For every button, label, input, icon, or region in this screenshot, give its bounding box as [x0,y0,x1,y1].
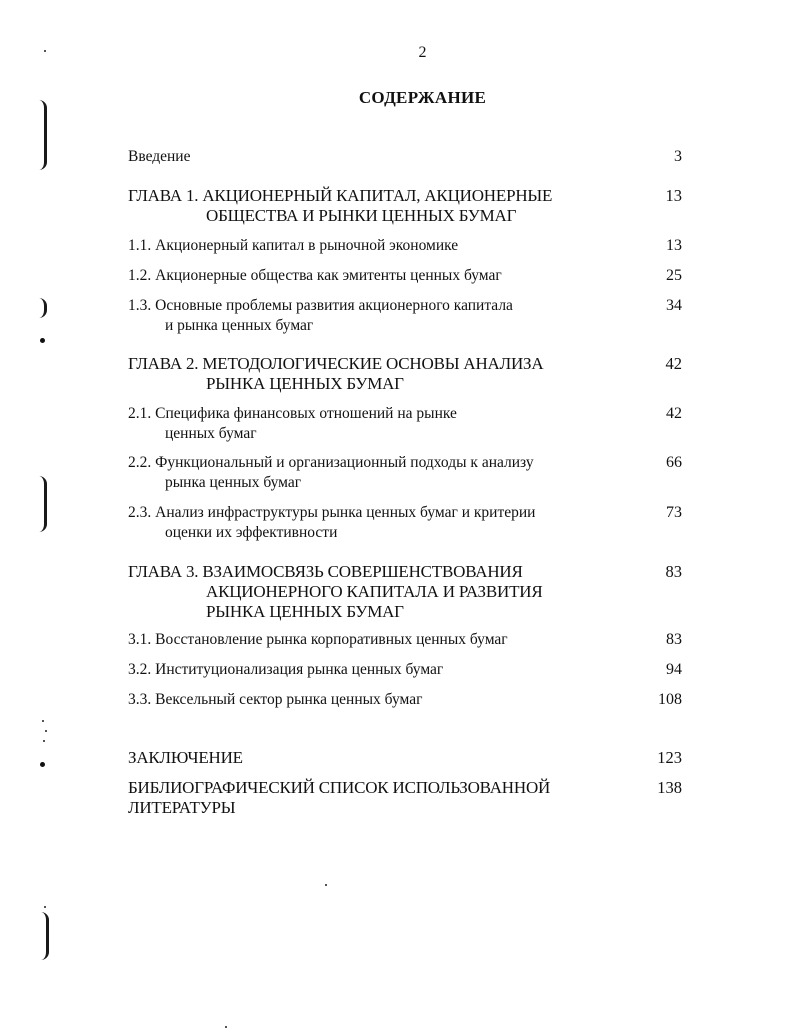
toc-entry-title [128,630,618,650]
toc-entry-line: ОБЩЕСТВА И РЫНКИ ЦЕННЫХ БУМАГ [206,206,517,225]
toc-entry-title [128,266,618,286]
toc-entry-line: 2.3. Анализ инфраструктуры рынка ценных бумаг и критерии [128,504,536,521]
scan-artifact-bracket [38,912,49,960]
toc-page-number: 42 [666,405,682,422]
toc-entry-line: рынка ценных бумаг [165,474,302,491]
toc-entry-line: оценки их эффективности [165,524,338,541]
toc-page-number: 13 [666,237,682,254]
toc-page-number: 94 [666,661,682,678]
toc-page-number: 138 [657,778,682,797]
toc-entry-line: ГЛАВА 3. ВЗАИМОСВЯЗЬ СОВЕРШЕНСТВОВАНИЯ [128,562,523,581]
toc-entry-line: ГЛАВА 1. АКЦИОНЕРНЫЙ КАПИТАЛ, АКЦИОНЕРНЫЕ [128,186,553,205]
toc-entry-title [128,147,618,167]
scan-artifact-dot [40,338,45,343]
toc-entry-line: ЗАКЛЮЧЕНИЕ [128,748,243,767]
scan-artifact-speck [43,740,45,742]
toc-entry-line: 3.3. Вексельный сектор рынка ценных бумаг [128,691,423,708]
toc-entry-title [128,748,618,768]
toc-entry-line: 1.3. Основные проблемы развития акционерного капитала [128,297,513,314]
scan-artifact-speck [225,1026,227,1028]
toc-page-number: 123 [657,748,682,767]
toc-entry-line: 3.1. Восстановление рынка корпоративных ценных бумаг [128,631,508,648]
toc-page-number: 66 [666,454,682,471]
toc-entry-line: 2.1. Специфика финансовых отношений на рынке [128,405,457,422]
toc-entry-line: БИБЛИОГРАФИЧЕСКИЙ СПИСОК ИСПОЛЬЗОВАННОЙ [128,778,551,797]
toc-entry-line: АКЦИОНЕРНОГО КАПИТАЛА И РАЗВИТИЯ [206,582,543,601]
toc-entry-title [128,562,618,622]
toc-entry-line: 1.2. Акционерные общества как эмитенты ценных бумаг [128,267,502,284]
page-number: 2 [418,44,427,61]
toc-entry-line: 2.2. Функциональный и организационный подходы к анализу [128,454,534,471]
toc-entry-title [128,453,618,493]
toc-entry-line: 1.1. Акционерный капитал в рыночной экономике [128,237,459,254]
toc-page-number: 108 [658,691,682,708]
toc-entry-line: и рынка ценных бумаг [165,317,314,334]
toc-page-number: 73 [666,504,682,521]
scan-artifact-speck [42,720,44,722]
toc-entry-title [128,690,618,710]
toc-entry-title [128,186,618,226]
scan-artifact-dot [40,762,45,767]
toc-entry-line: ценных бумаг [165,425,257,442]
toc-entry-title [128,404,618,444]
toc-entry-line: ЛИТЕРАТУРЫ [128,798,236,817]
toc-entry-title [128,354,618,394]
scan-artifact-speck [45,730,47,732]
toc-page-number: 3 [674,148,682,165]
scan-artifact-bracket [36,476,47,532]
scan-artifact-bracket [38,298,47,318]
toc-page-number: 13 [665,186,682,205]
scan-artifact-speck [44,906,46,908]
toc-page-number: 34 [666,297,682,314]
toc-entry-line: 3.2. Институционализация рынка ценных бумаг [128,661,444,678]
toc-entry-line: Введение [128,148,191,165]
toc-page-number: 83 [666,631,682,648]
scan-artifact-speck [325,884,327,886]
toc-page-number: 83 [665,562,682,581]
toc-page-number: 25 [666,267,682,284]
scan-artifact-bracket [36,100,47,170]
scan-artifact-speck [44,50,46,52]
toc-entry-title [128,296,618,336]
toc-entry-title [128,236,618,256]
toc-page-number: 42 [665,354,682,373]
toc-entry-line: РЫНКА ЦЕННЫХ БУМАГ [206,374,404,393]
page-title: СОДЕРЖАНИЕ [358,88,487,107]
toc-entry-title [128,778,618,818]
toc-entry-title [128,503,618,543]
toc-entry-line: ГЛАВА 2. МЕТОДОЛОГИЧЕСКИЕ ОСНОВЫ АНАЛИЗА [128,354,544,373]
toc-entry-line: РЫНКА ЦЕННЫХ БУМАГ [206,602,404,621]
toc-entry-title [128,660,618,680]
